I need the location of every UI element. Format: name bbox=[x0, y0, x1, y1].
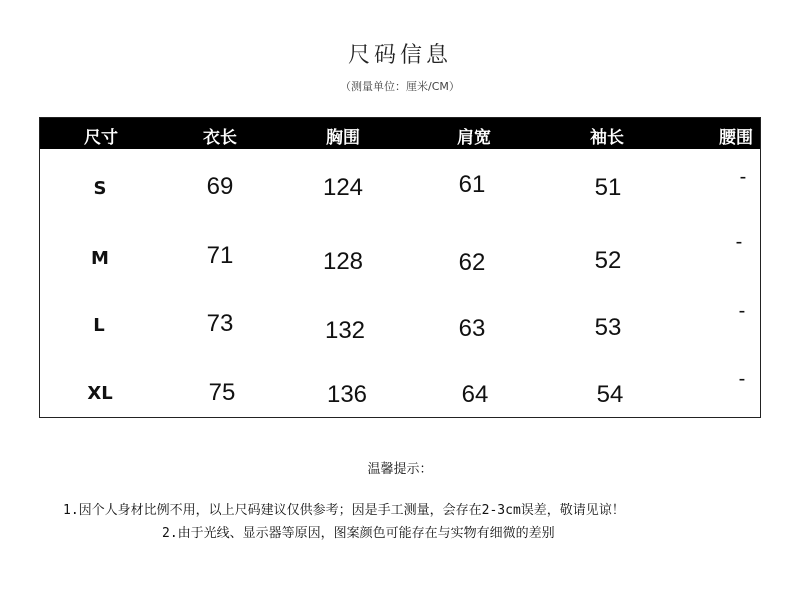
table-header bbox=[40, 118, 760, 149]
size-cell: M bbox=[91, 248, 109, 269]
chest-cell: 128 bbox=[322, 248, 364, 275]
sleeve-cell: 52 bbox=[594, 247, 622, 274]
sleeve-cell: 54 bbox=[596, 381, 624, 408]
shoulder-cell: 64 bbox=[461, 381, 489, 408]
shoulder-cell: 62 bbox=[458, 249, 486, 276]
chest-cell: 124 bbox=[322, 174, 364, 201]
length-cell: 71 bbox=[206, 242, 234, 269]
waist-cell: - bbox=[738, 368, 746, 390]
shoulder-cell: 63 bbox=[458, 315, 486, 342]
tip-line-1: 1.因个人身材比例不用，以上尺码建议仅供参考；因是手工测量，会存在2-3cm误差，敬请见谅！ bbox=[63, 503, 625, 518]
chest-cell: 136 bbox=[326, 381, 368, 408]
column-header-length: 衣长 bbox=[203, 128, 237, 148]
chest-cell: 132 bbox=[324, 317, 366, 344]
length-cell: 69 bbox=[206, 173, 234, 200]
size-table bbox=[39, 117, 761, 418]
tips-title: 温馨提示： bbox=[367, 462, 433, 477]
length-cell: 73 bbox=[206, 310, 234, 337]
tip-line-2: 2.由于光线、显示器等原因，图案颜色可能存在与实物有细微的差别 bbox=[162, 526, 555, 541]
waist-cell: - bbox=[739, 166, 747, 188]
sleeve-cell: 51 bbox=[594, 174, 622, 201]
waist-cell: - bbox=[738, 300, 746, 322]
column-header-chest: 胸围 bbox=[326, 128, 360, 148]
size-cell: L bbox=[93, 315, 105, 336]
waist-cell: - bbox=[735, 231, 743, 253]
size-cell: S bbox=[93, 178, 107, 199]
column-header-shoulder: 肩宽 bbox=[457, 128, 491, 148]
shoulder-cell: 61 bbox=[458, 171, 486, 198]
page-title: 尺码信息 bbox=[347, 43, 452, 68]
length-cell: 75 bbox=[208, 379, 236, 406]
unit-subtitle: （测量单位：厘米/CM） bbox=[340, 80, 460, 93]
column-header-size: 尺寸 bbox=[84, 128, 118, 148]
column-header-sleeve: 袖长 bbox=[590, 128, 624, 148]
column-header-waist: 腰围 bbox=[719, 128, 753, 148]
size-cell: XL bbox=[87, 383, 113, 404]
sleeve-cell: 53 bbox=[594, 314, 622, 341]
